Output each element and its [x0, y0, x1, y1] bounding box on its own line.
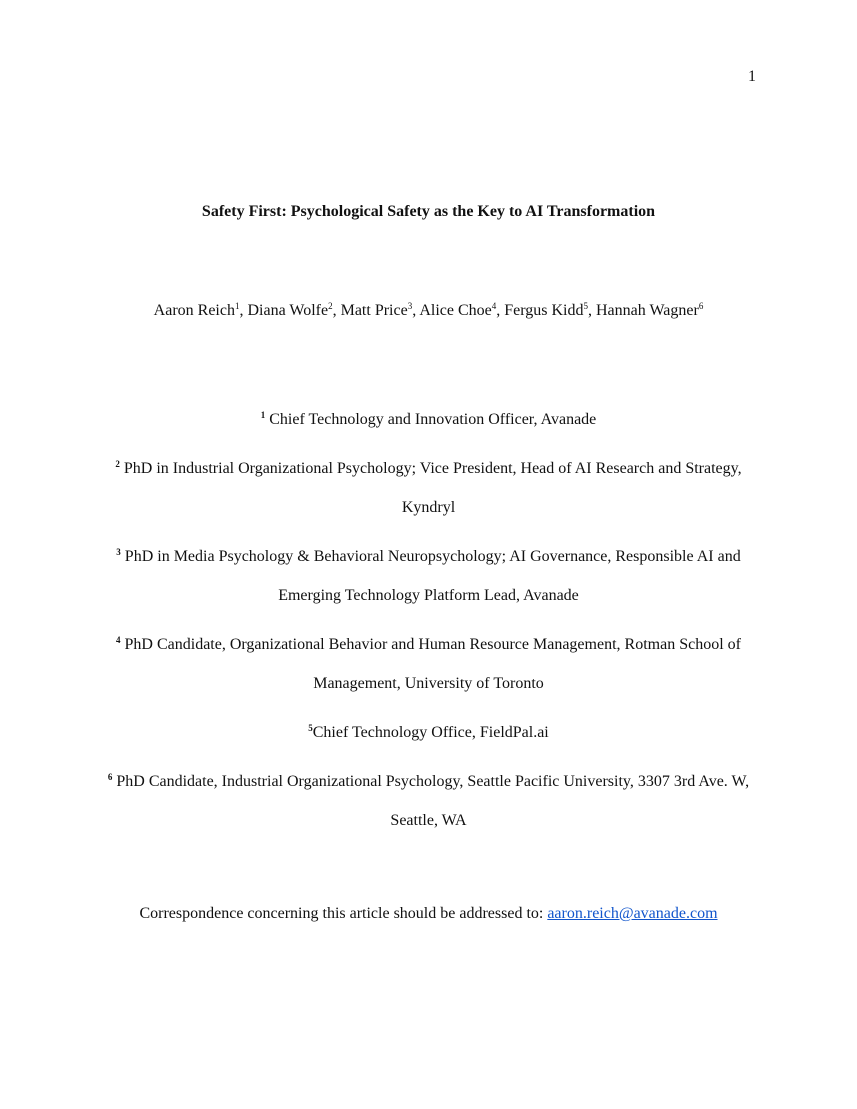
author-affiliation-number: 5 [583, 301, 588, 311]
correspondence-label: Correspondence concerning this article should be addressed to: [139, 905, 548, 922]
author-separator: , [239, 302, 248, 319]
affiliation-item [98, 762, 759, 840]
author-name: Aaron Reich [153, 302, 235, 319]
affiliation-item [98, 400, 759, 439]
author-name: Matt Price [340, 302, 408, 319]
affiliation-text: PhD Candidate, Organizational Behavior and Human Resource Management, Rotman School of Management, University of Toronto [124, 636, 741, 692]
affiliation-item [98, 537, 759, 615]
author-name: Diana Wolfe [247, 302, 329, 319]
affiliation-number: 2 [115, 459, 120, 469]
page-number: 1 [748, 68, 756, 85]
author-separator: , [496, 302, 505, 319]
correspondence-note [0, 905, 857, 923]
author-separator: , [412, 302, 420, 319]
affiliation-item [98, 713, 759, 752]
author-name: Fergus Kidd [504, 302, 584, 319]
author-affiliation-number: 6 [698, 301, 704, 311]
affiliation-text: PhD in Media Psychology & Behavioral Neuropsychology; AI Governance, Responsible AI and Emerging Technology Platform Lead, Avanade [124, 548, 741, 604]
author-affiliation-number: 4 [491, 301, 497, 311]
affiliation-list [98, 400, 759, 850]
correspondence-email-link[interactable]: aaron.reich@avanade.com [547, 905, 718, 922]
affiliation-text: PhD Candidate, Industrial Organizational Psychology, Seattle Pacific University, 3307 3rd Ave. W, Seattle, WA [116, 773, 750, 829]
author-affiliation-number: 2 [328, 301, 333, 311]
affiliation-number: 6 [107, 772, 113, 782]
affiliation-text: Chief Technology Office, FieldPal.ai [312, 724, 549, 741]
affiliation-number: 3 [116, 547, 121, 557]
affiliation-number: 4 [116, 635, 121, 645]
author-separator: , [588, 302, 596, 319]
author-name: Hannah Wagner [596, 302, 699, 319]
affiliation-text: PhD in Industrial Organizational Psychology; Vice President, Head of AI Research and Strategy, Kyndryl [123, 460, 742, 516]
affiliation-number: 1 [260, 410, 266, 420]
author-affiliation-number: 3 [407, 301, 413, 311]
affiliation-number: 5 [308, 723, 313, 733]
author-affiliation-number: 1 [234, 301, 240, 311]
author-list [0, 302, 857, 320]
author-separator: , [332, 302, 341, 319]
author-name: Alice Choe [419, 302, 492, 319]
affiliation-text: Chief Technology and Innovation Officer, Avanade [269, 411, 597, 428]
paper-title: Safety First: Psychological Safety as the Key to AI Transformation [201, 203, 656, 220]
affiliation-item [98, 625, 759, 703]
affiliation-item [98, 449, 759, 527]
